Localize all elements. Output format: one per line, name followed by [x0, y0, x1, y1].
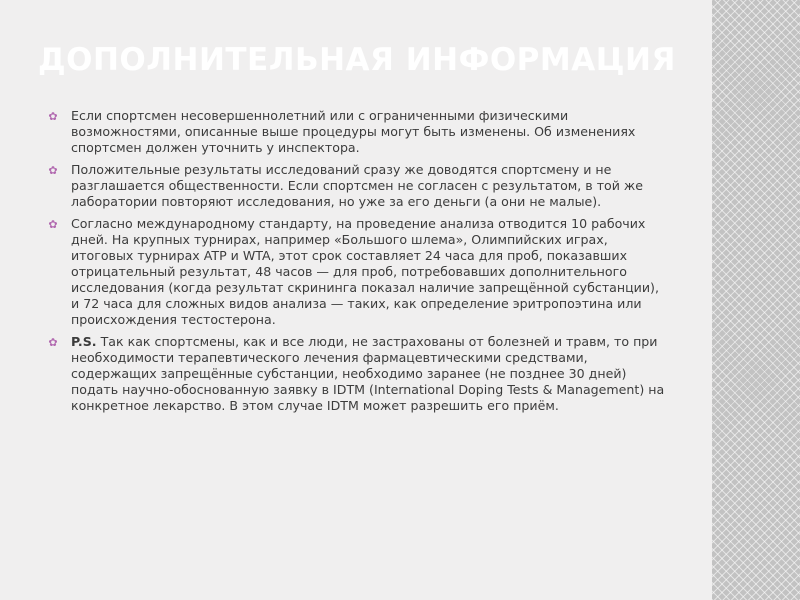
flower-bullet-icon: ✿ [48, 336, 58, 349]
flower-bullet-icon: ✿ [48, 110, 58, 123]
bullet-text: Если спортсмен несовершеннолетний или с ограниченными физическими возможностями, описанные выше процедуры могут быть изменены. Об изменениях спортсмен должен уточнить у инспектора. [71, 108, 636, 155]
flower-bullet-icon: ✿ [48, 218, 58, 231]
bullet-item-minor-athletes [46, 108, 668, 156]
slide-title: ДОПОЛНИТЕЛЬНАЯ ИНФОРМАЦИЯ [38, 42, 676, 78]
bullet-item-ps-note [46, 334, 668, 414]
bullet-list [46, 108, 668, 420]
bullet-text: Согласно международному стандарту, на проведение анализа отводится 10 рабочих дней. На крупных турнирах, например «Большого шлема», Олимпийских играх, итоговых турнирах ATP и WTA, этот срок составляет 24 часа для проб, показавших отрицательный результат, 48 часов — для проб, потребовавших дополнительного исследования (когда результат скрининга показал наличие запрещённой субстанции), и 72 часа для сложных видов анализа — таких, как определение эритропоэтина или происхождения тестостерона. [71, 216, 659, 327]
bullet-text: Так как спортсмены, как и все люди, не застрахованы от болезней и травм, то при необходимости терапевтического лечения фармацевтическими средствами, содержащих запрещённые субстанции, необходимо заранее (не позднее 30 дней) подать научно-обоснованную заявку в IDTM (International Doping Tests & Management) на конкретное лекарство. В этом случае IDTM может разрешить его приём. [71, 334, 665, 413]
flower-bullet-icon: ✿ [48, 164, 58, 177]
bullet-item-analysis-timing [46, 216, 668, 328]
bullet-text: Положительные результаты исследований сразу же доводятся спортсмену и не разглашается общественности. Если спортсмен не согласен с результатом, в той же лаборатории повторяют исследования, но уже за его деньги (а они не малые). [71, 162, 644, 209]
bullet-item-positive-results [46, 162, 668, 210]
decorative-side-stripe [712, 0, 800, 600]
ps-label: P.S. [71, 334, 97, 349]
